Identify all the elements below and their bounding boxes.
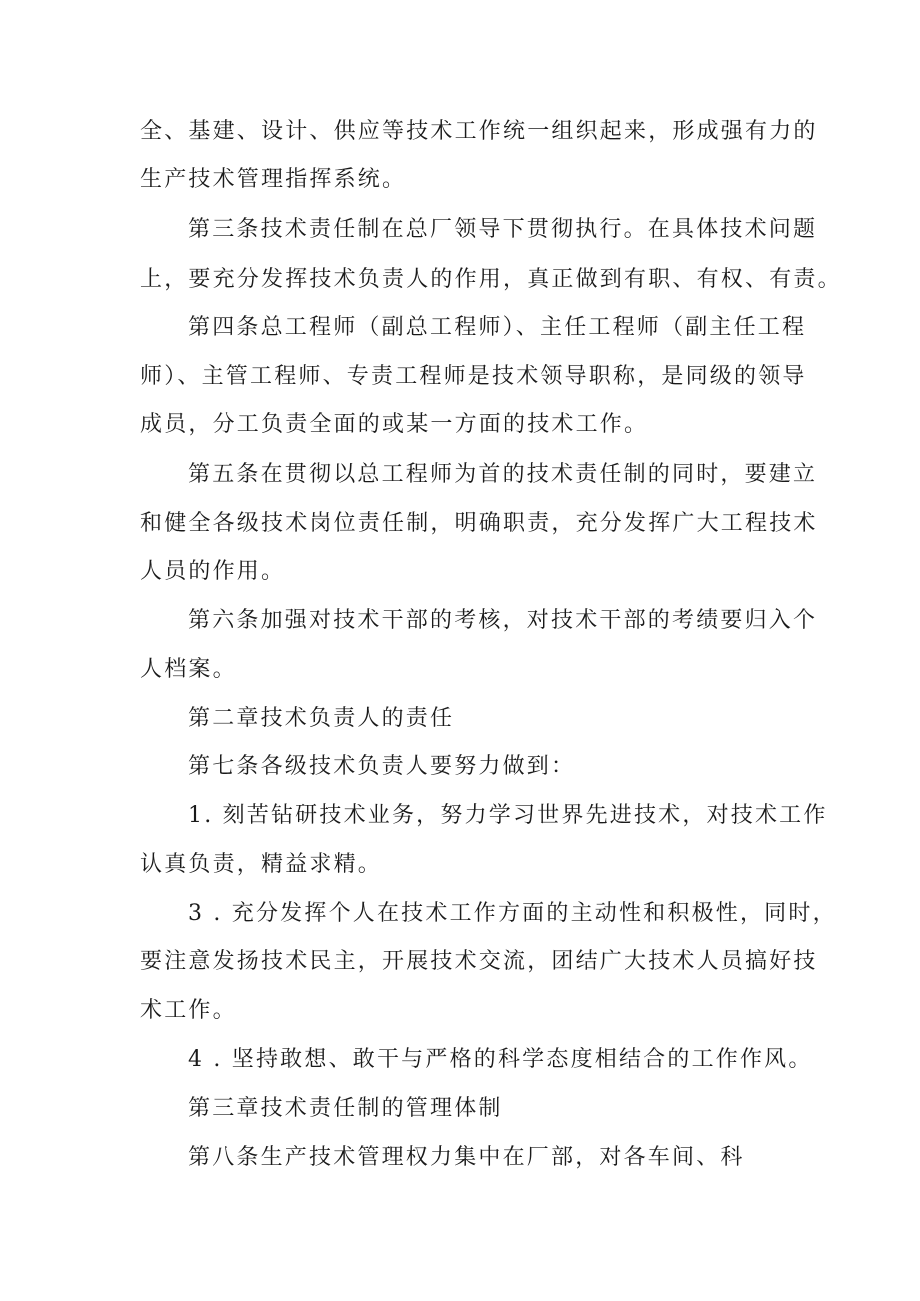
text-line-10: 人员的作用。 (140, 559, 286, 584)
chapter-heading-3: 第三章技术责任制的管理体制 (188, 1096, 503, 1121)
text-line-19: 术工作。 (140, 998, 237, 1023)
text-line-8: 第五条在贯彻以总工程师为首的技术责任制的同时，要建立 (188, 462, 818, 487)
text-line-7: 成员，分工负责全面的或某一方面的技术工作。 (140, 412, 649, 437)
text-line-15: 1. 刻苦钻研技术业务，努力学习世界先进技术，对技术工作 (188, 803, 828, 828)
text-line-1: 全、基建、设计、供应等技术工作统一组织起来，形成强有力的 (140, 119, 818, 144)
text-line-6: 师）、主管工程师、专责工程师是技术领导职称，是同级的领导 (140, 364, 807, 389)
text-line-4: 上，要充分发挥技术负责人的作用，真正做到有职、有权、有责。 (140, 267, 842, 292)
text-line-2: 生产技术管理指挥系统。 (140, 167, 407, 192)
text-line-11: 第六条加强对技术干部的考核，对技术干部的考绩要归入个 (188, 608, 818, 633)
text-line-12: 人档案。 (140, 657, 237, 682)
text-line-14: 第七条各级技术负责人要努力做到： (188, 754, 576, 779)
text-line-9: 和健全各级技术岗位责任制，明确职责，充分发挥广大工程技术 (140, 511, 818, 536)
text-line-5: 第四条总工程师（副总工程师）、主任工程师（副主任工程 (188, 315, 807, 340)
text-line-17: 3 . 充分发挥个人在技术工作方面的主动性和积极性，同时， (188, 901, 837, 926)
chapter-heading-2: 第二章技术负责人的责任 (188, 706, 455, 731)
text-line-3: 第三条技术责任制在总厂领导下贯彻执行。在具体技术问题 (188, 217, 818, 242)
text-line-18: 要注意发扬技术民主，开展技术交流，团结广大技术人员搞好技 (140, 949, 818, 974)
text-line-20: 4 . 坚持敢想、敢干与严格的科学态度相结合的工作作风。 (188, 1047, 813, 1072)
text-line-22: 第八条生产技术管理权力集中在厂部，对各车间、科 (188, 1145, 745, 1170)
text-line-16: 认真负责，精益求精。 (140, 852, 383, 877)
